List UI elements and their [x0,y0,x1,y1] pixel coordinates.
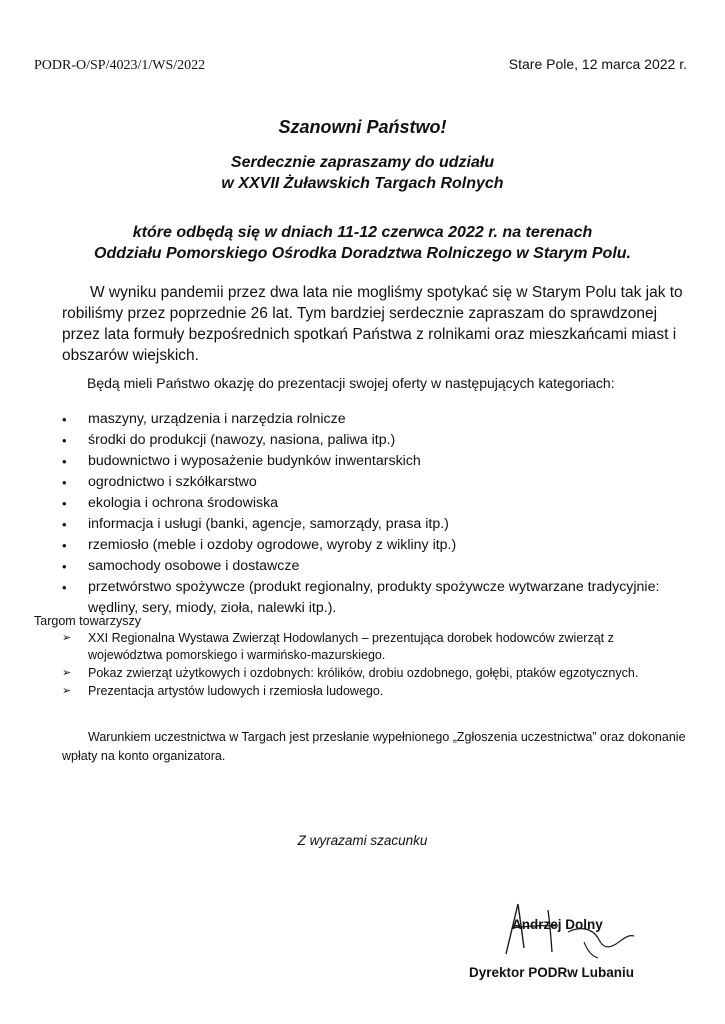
category-item: • samochody osobowe i dostawcze [62,556,682,577]
greeting-heading: Szanowni Państwo! [278,117,447,137]
category-item: • budownictwo i wyposażenie budynków inwentarskich [62,451,682,472]
document-date: Stare Pole, 12 marca 2022 r. [508,56,687,72]
invitation-line: w XXVII Żuławskich Targach Rolnych [221,175,504,192]
event-item: ➢ Pokaz zwierząt użytkowych i ozdobnych: królików, drobiu ozdobnego, gołębi, ptaków egzotycznych. [62,665,662,682]
invitation-line: Serdecznie zapraszamy do udziału [230,154,495,171]
intro-paragraph: W wyniku pandemii przez dwa lata nie mogliśmy spotykać się w Starym Polu tak jak to robiliśmy przez poprzednie 26 lat. Tym bardziej serdecznie zapraszam do sprawdzonej przez lata formuły bezpośrednich spotkań Państwa z rolnikami oraz mieszkańcami miast i obszarów wiejskich. [62,284,683,364]
category-item: • środki do produkcji (nawozy, nasiona, paliwa itp.) [62,430,682,451]
invitation-block-2 [0,222,725,264]
category-item: • maszyny, urządzenia i narzędzia rolnicze [62,409,682,430]
events-list [62,630,662,701]
event-item: ➢ Prezentacja artystów ludowych i rzemiosła ludowego. [62,683,662,700]
category-item: • ogrodnictwo i szkółkarstwo [62,472,682,493]
event-item: ➢ XXI Regionalna Wystawa Zwierząt Hodowlanych – prezentująca dorobek hodowców zwierząt z województwa pomorskiego i warmińsko-mazurskiego. [62,630,662,664]
events-label: Targom towarzyszy [34,614,141,628]
categories-intro: Będą mieli Państwo okazję do prezentacji swojej oferty w następujących kategoriach: [87,375,615,391]
invitation-line: które odbędą się w dniach 11-12 czerwca 2022 r. na terenach [132,224,593,241]
closing-phrase: Z wyrazami szacunku [297,833,428,848]
category-item: • rzemiosło (meble i ozdoby ogrodowe, wyroby z wikliny itp.) [62,535,682,556]
document-reference-number: PODR-O/SP/4023/1/WS/2022 [34,58,206,73]
category-item: • ekologia i ochrona środowiska [62,493,682,514]
signatory-title: Dyrektor PODRw Lubaniu [469,965,635,980]
participation-conditions: Warunkiem uczestnictwa w Targach jest przesłanie wypełnionego „Zgłoszenia uczestnictwa” oraz dokonanie wpłaty na konto organizatora. [62,730,686,763]
invitation-block-1 [0,152,725,194]
category-item: • przetwórstwo spożywcze (produkt regionalny, produkty spożywcze wytwarzane tradycyjnie: wędliny, sery, miody, zioła, nalewki itp.). [62,577,682,619]
invitation-line: Oddziału Pomorskiego Ośrodka Doradztwa Rolniczego w Starym Polu. [94,245,631,262]
signatory-name: Andrzej Dolny [512,917,603,932]
category-list [62,409,682,619]
category-item: • informacja i usługi (banki, agencje, samorządy, prasa itp.) [62,514,682,535]
